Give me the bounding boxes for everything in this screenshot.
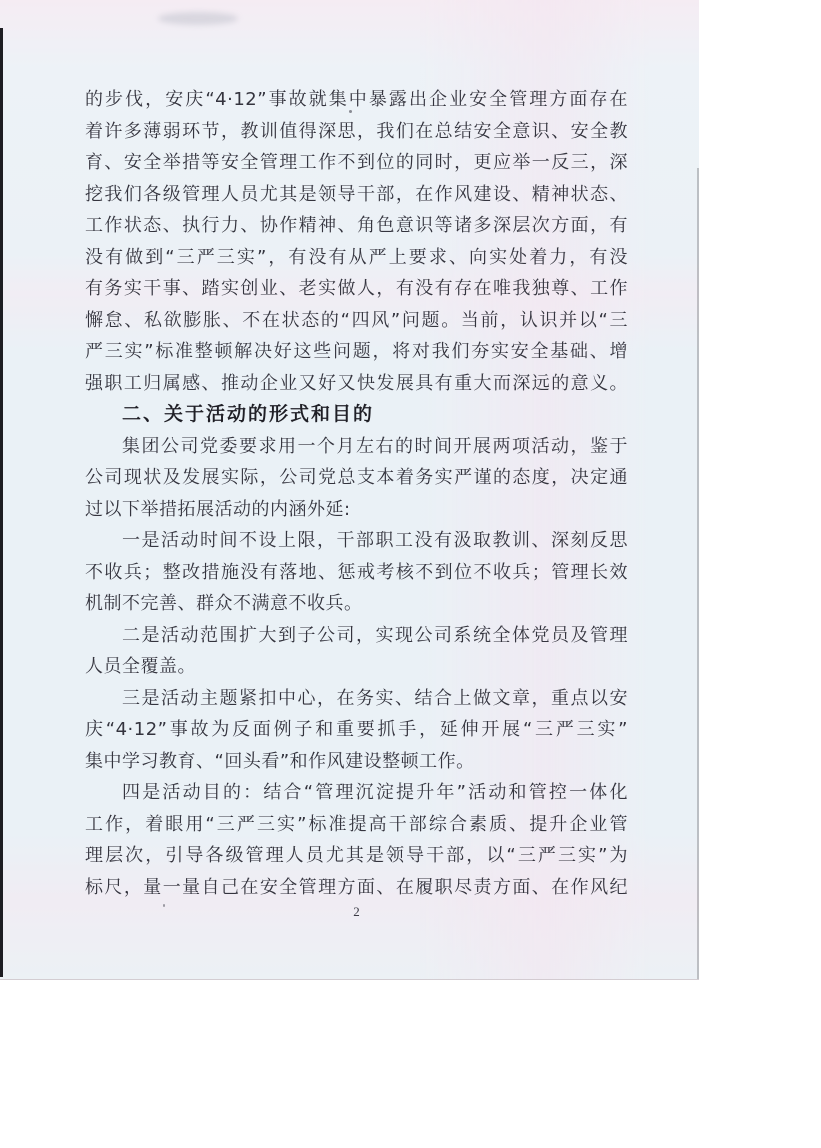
- text-line: 庆“4·12”事故为反面例子和重要抓手，延伸开展“三严三实”: [85, 719, 628, 740]
- text-line: 工作状态、执行力、协作精神、角色意识等诸多深层次方面，有: [85, 215, 628, 236]
- text-line: 工作，着眼用“三严三实”标准提高干部综合素质、提升企业管: [85, 813, 628, 835]
- document-body: [85, 84, 628, 903]
- text-line: 懈怠、私欲膨胀、不在状态的“四风”问题。当前，认识并以“三: [85, 309, 628, 331]
- text-line: 集团公司党委要求用一个月左右的时间开展两项活动，鉴于: [122, 435, 628, 457]
- text-line: 不收兵；整改措施没有落地、惩戒考核不到位不收兵；管理长效: [85, 561, 628, 583]
- section-heading: 二、关于活动的形式和目的: [122, 403, 375, 425]
- scan-smudge: [158, 12, 238, 25]
- text-line: 挖我们各级管理人员尤其是领导干部，在作风建设、精神状态、: [85, 183, 628, 205]
- text-line: 有务实干事、踏实创业、老实做人，有没有存在唯我独尊、工作: [85, 278, 628, 299]
- text-line: 理层次，引导各级管理人员尤其是领导干部，以“三严三实”为: [85, 845, 628, 866]
- text-line: 强职工归属感、推动企业又好又快发展具有重大而深远的意义。: [85, 372, 628, 394]
- text-line: 着许多薄弱环节，教训值得深思，我们在总结安全意识、安全教: [85, 120, 628, 142]
- page-number: 2: [353, 904, 360, 919]
- text-line: 严三实”标准整顿解决好这些问题，将对我们夯实安全基础、增: [85, 341, 628, 362]
- text-line: 标尺，量一量自己在安全管理方面、在履职尽责方面、在作风纪: [85, 876, 628, 898]
- text-line: 机制不完善、群众不满意不收兵。: [85, 593, 363, 614]
- text-line: 一是活动时间不设上限，干部职工没有汲取教训、深刻反思: [122, 530, 628, 551]
- text-line: 二是活动范围扩大到子公司，实现公司系统全体党员及管理: [122, 624, 628, 646]
- scan-edge-shadow: [697, 168, 699, 979]
- text-line: 育、安全举措等安全管理工作不到位的同时，更应举一反三，深: [85, 152, 628, 173]
- scan-edge-line: [0, 28, 3, 977]
- text-line: 过以下举措拓展活动的内涵外延:: [85, 498, 351, 520]
- text-line: 集中学习教育、“回头看”和作风建设整顿工作。: [85, 750, 475, 772]
- text-line: 三是活动主题紧扣中心，在务实、结合上做文章，重点以安: [122, 687, 628, 709]
- text-line: 公司现状及发展实际，公司党总支本着务实严谨的态度，决定通: [85, 467, 628, 488]
- text-line: 的步伐，安庆“4·12”事故就集中暴露出企业安全管理方面存在: [85, 89, 628, 110]
- text-line: 四是活动目的：结合“管理沉淀提升年”活动和管控一体化: [122, 782, 628, 803]
- text-line: 人员全覆盖。: [85, 656, 196, 677]
- text-line: 没有做到“三严三实”，有没有从严上要求、向实处着力，有没: [85, 246, 628, 268]
